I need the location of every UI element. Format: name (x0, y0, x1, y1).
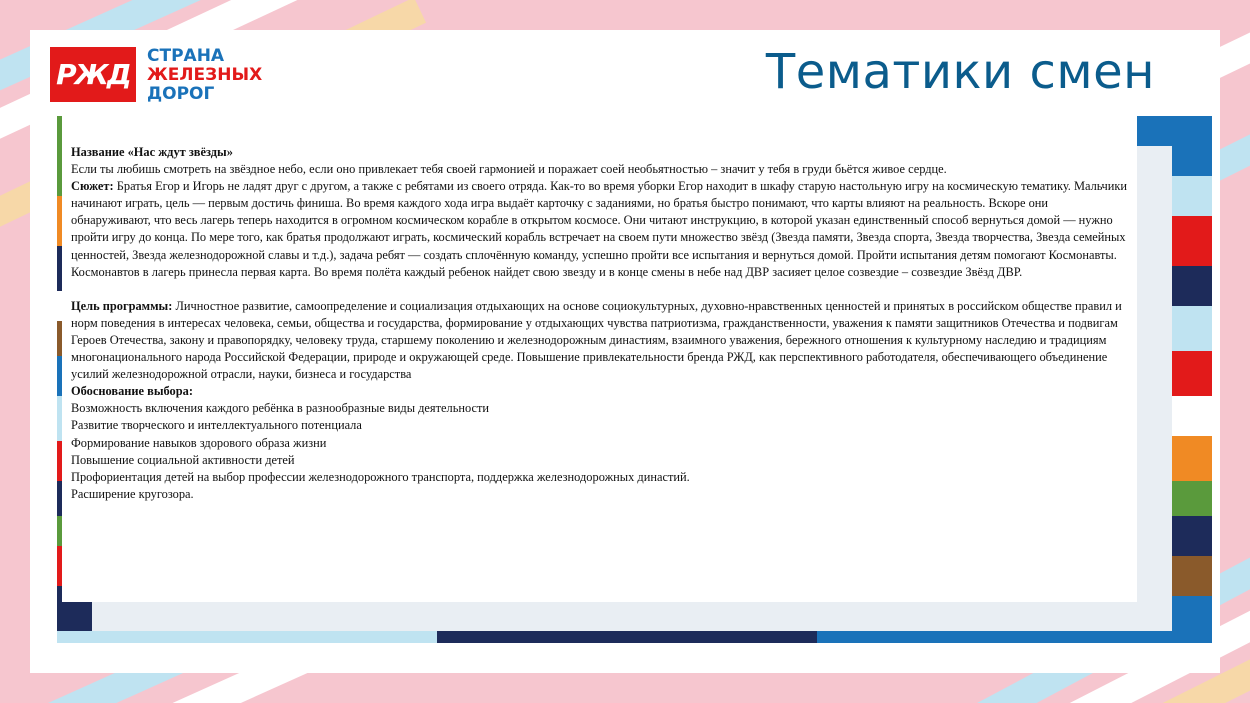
goal-text: Личностное развитие, самоопределение и социализация отдыхающих на основе социокультурных, духовно-нравственных ценностей и принятых в российском обществе правил и норм поведения в интересах человека, семьи, общества и государства, формирование у отдыхающих чувства патриотизма, гражданственности, уважения к памяти защитников Отечества и подвигам Героев Отечества, закону и правопорядку, человеку труда, старшему поколению и железнодорожным династиям, взаимного уважения, бережного отношения к культурному наследию и традициям многонационального народа Российской Федерации, природе и окружающей среде. Повышение привлекательности бренда РЖД, как перспективного работодателя, обеспечивающего объединение усилий железнодорожной отрасли, науки, бизнеса и государства (71, 298, 1122, 382)
logo-line-1: СТРАНА (147, 46, 225, 66)
rzd-logo (50, 47, 270, 107)
list-item: Развитие творческого и интеллектуального потенциала (71, 418, 362, 433)
rzd-logo-icon: РЖД (50, 47, 136, 102)
logo-line-2: ЖЕЛЕЗНЫХ (147, 65, 263, 85)
list-item: Расширение кругозора. (71, 486, 194, 501)
goal-label: Цель программы: (71, 298, 173, 313)
list-item: Формирование навыков здорового образа жизни (71, 435, 327, 450)
rationale-heading (71, 383, 1129, 400)
logo-text (147, 47, 262, 104)
content-text (71, 144, 1129, 503)
logo-line-3: ДОРОГ (147, 84, 215, 104)
page-title: Тематики смен (765, 44, 1155, 100)
plot-label: Сюжет: (71, 179, 114, 194)
plot-paragraph (71, 178, 1129, 281)
content-panel (62, 114, 1137, 602)
program-name (71, 144, 1129, 161)
list-item: Повышение социальной активности детей (71, 452, 295, 467)
rationale-label: Обоснование выбора: (71, 384, 193, 399)
plot-text: Братья Егор и Игорь не ладят друг с другом, а также с ребятами из своего отряда. Как-то во время уборки Егор находит в шкафу старую настольную игру на космическую тематику. Мальчики начинают играть, цель — первым достичь финиша. Во время каждого хода игра выдаёт карточку с заданиями, но братья быстро понимают, что карты влияют на реальность. Вскоре они обнаруживают, что весь лагерь теперь находится в огромном космическом корабле в открытом космосе. Они читают инструкцию, в которой указан единственный способ вернуться домой — нужно пройти игру до конца. По мере того, как братья продолжают играть, космический корабль встречает на своем пути множество звёзд (Звезда памяти, Звезда спорта, Звезда творчества, Звезда семейных ценностей, Звезда железнодорожной славы и т.д.), задача ребят — создать сплочённую команду, успешно пройти все испытания и вернуться домой. Пройти испытания детям помогают Космонавты. Космонавтов в лагерь принесла первая карта. Во время полёта каждый ребенок найдет свою звезду и в конце смены в небе над ДВР засияет целое созвездие – созвездие Звёзд ДВР. (71, 179, 1128, 279)
program-name-label: Название «Нас ждут звёзды» (71, 145, 233, 159)
list-item: Возможность включения каждого ребёнка в разнообразные виды деятельности (71, 401, 490, 416)
goal-paragraph (71, 298, 1129, 383)
program-intro: Если ты любишь смотреть на звёздное небо, если оно привлекает тебя своей гармонией и поражает соей необьятностью – значит у тебя в груди бьётся живое сердце. (71, 162, 947, 177)
list-item: Профориентация детей на выбор профессии железнодорожного транспорта, поддержка железнодорожных династий. (71, 469, 690, 484)
